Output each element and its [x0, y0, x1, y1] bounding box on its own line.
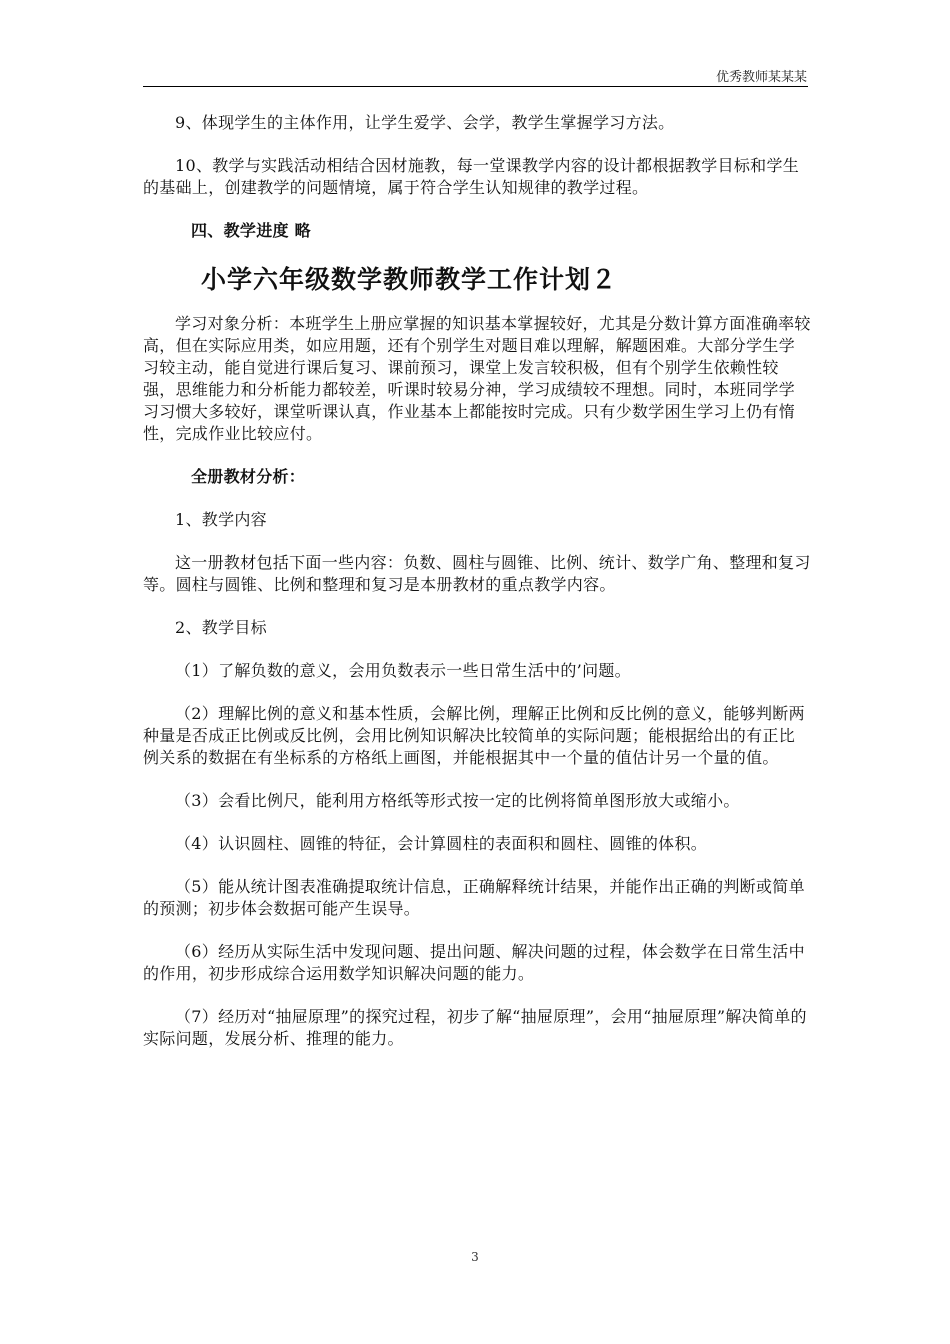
- subheading-teaching-content: 1、教学内容: [175, 510, 267, 529]
- section-heading-progress: 四、教学进度 略: [191, 221, 311, 240]
- page-header: 优秀教师某某某: [715, 70, 807, 85]
- header-divider: [143, 86, 808, 87]
- paragraph-student-analysis: 学习对象分析：本班学生上册应掌握的知识基本掌握较好，尤其是分数计算方面准确率较高，但在实际应用类，如应用题，还有个别学生对题目难以理解，解题困难。大部分学生学习较主动，能自觉进行课后复习、课前预习，课堂上发言较积极，但有个别学生依赖性较强，思维能力和分析能力都较差，听课时较易分神，学习成绩较不理想。同时，本班同学学习习惯大多较好，课堂听课认真，作业基本上都能按时完成。只有少数学困生学习上仍有惰性，完成作业比较应付。: [143, 314, 811, 443]
- subheading-teaching-goals: 2、教学目标: [175, 618, 267, 637]
- document-title: 小学六年级数学教师教学工作计划２: [201, 265, 618, 294]
- goal-item-1: （1）了解负数的意义，会用负数表示一些日常生活中的’问题。: [175, 661, 631, 680]
- goal-item-5: （5）能从统计图表准确提取统计信息，正确解释统计结果，并能作出正确的判断或简单的预测；初步体会数据可能产生误导。: [143, 877, 805, 918]
- paragraph-teaching-content: 这一册教材包括下面一些内容：负数、圆柱与圆锥、比例、统计、数学广角、整理和复习等。圆柱与圆锥、比例和整理和复习是本册教材的重点教学内容。: [143, 553, 811, 594]
- page-number: 3: [471, 1250, 479, 1264]
- paragraph-item-9: 9、体现学生的主体作用，让学生爱学、会学，教学生掌握学习方法。: [175, 113, 675, 132]
- goal-item-3: （3）会看比例尺，能利用方格纸等形式按一定的比例将简单图形放大或缩小。: [175, 791, 740, 810]
- paragraph-item-10: 10、教学与实践活动相结合因材施教，每一堂课教学内容的设计都根据教学目标和学生的基础上，创建教学的问题情境，属于符合学生认知规律的教学过程。: [143, 156, 800, 197]
- goal-item-4: （4）认识圆柱、圆锥的特征，会计算圆柱的表面积和圆柱、圆锥的体积。: [175, 834, 708, 853]
- goal-item-2: （2）理解比例的意义和基本性质，会解比例，理解正比例和反比例的意义，能够判断两种量是否成正比例或反比例，会用比例知识解决比较简单的实际问题；能根据给出的有正比例关系的数据在有坐标系的方格纸上画图，并能根据其中一个量的值估计另一个量的值。: [143, 704, 805, 767]
- goal-item-6: （6）经历从实际生活中发现问题、提出问题、解决问题的过程，体会数学在日常生活中的作用，初步形成综合运用数学知识解决问题的能力。: [143, 942, 805, 983]
- goal-item-7: （7）经历对“抽屉原理”的探究过程，初步了解“抽屉原理”，会用“抽屉原理”解决简单的实际问题，发展分析、推理的能力。: [143, 1007, 807, 1048]
- section-heading-material: 全册教材分析：: [191, 467, 306, 486]
- document-body: [143, 112, 811, 1071]
